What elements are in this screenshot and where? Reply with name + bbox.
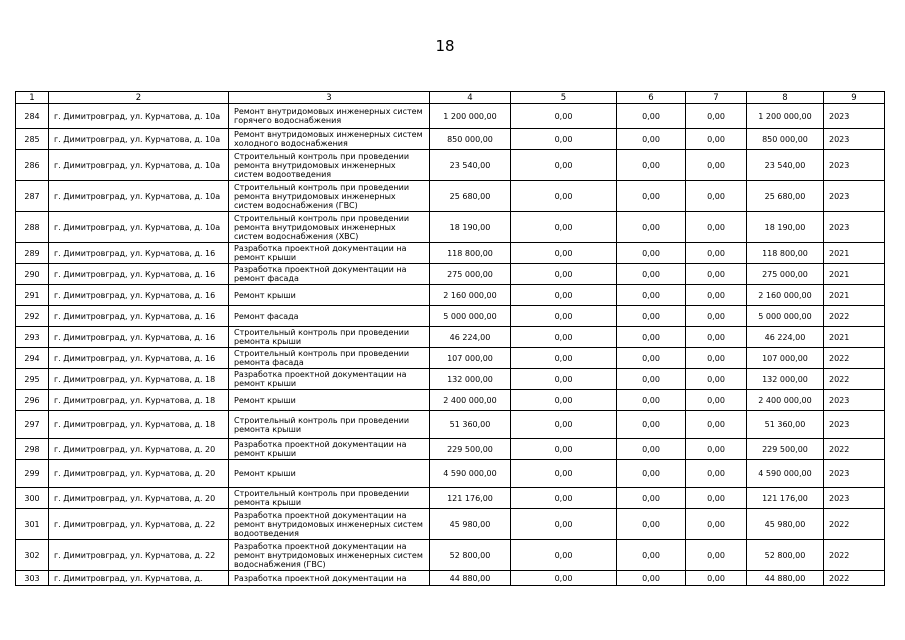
cost-total-cell: 25 680,00 (430, 181, 511, 212)
row-number: 289 (16, 243, 49, 264)
address-cell: г. Димитровград, ул. Курчатова, д. (49, 571, 229, 586)
cost-cell-7: 0,00 (686, 460, 747, 488)
work-type-cell: Разработка проектной документации на ремонт крыши (229, 243, 430, 264)
work-type-cell: Ремонт крыши (229, 285, 430, 306)
row-number: 299 (16, 460, 49, 488)
address-cell: г. Димитровград, ул. Курчатова, д. 22 (49, 540, 229, 571)
table-row (16, 509, 885, 540)
year-cell: 2021 (824, 243, 885, 264)
cost-total-cell: 118 800,00 (430, 243, 511, 264)
cost-total-cell: 850 000,00 (430, 129, 511, 150)
table-row (16, 369, 885, 390)
cost-cell-8: 1 200 000,00 (747, 104, 824, 129)
year-cell: 2023 (824, 460, 885, 488)
work-type-cell: Ремонт фасада (229, 306, 430, 327)
cost-cell-7: 0,00 (686, 264, 747, 285)
cost-cell-5: 0,00 (511, 285, 617, 306)
work-type-cell: Строительный контроль при проведении ремонта фасада (229, 348, 430, 369)
year-cell: 2022 (824, 571, 885, 586)
table-row (16, 411, 885, 439)
cost-cell-6: 0,00 (617, 540, 686, 571)
cost-cell-5: 0,00 (511, 488, 617, 509)
cost-cell-5: 0,00 (511, 212, 617, 243)
column-numbers-row (16, 92, 885, 104)
address-cell: г. Димитровград, ул. Курчатова, д. 20 (49, 460, 229, 488)
table-row (16, 181, 885, 212)
cost-cell-8: 2 160 000,00 (747, 285, 824, 306)
year-cell: 2023 (824, 488, 885, 509)
address-cell: г. Димитровград, ул. Курчатова, д. 10а (49, 181, 229, 212)
column-header: 8 (747, 92, 824, 104)
table-row (16, 571, 885, 586)
cost-total-cell: 2 400 000,00 (430, 390, 511, 411)
cost-cell-7: 0,00 (686, 540, 747, 571)
cost-cell-8: 52 800,00 (747, 540, 824, 571)
cost-cell-6: 0,00 (617, 439, 686, 460)
cost-total-cell: 4 590 000,00 (430, 460, 511, 488)
column-header: 3 (229, 92, 430, 104)
cost-cell-8: 5 000 000,00 (747, 306, 824, 327)
row-number: 292 (16, 306, 49, 327)
cost-cell-5: 0,00 (511, 306, 617, 327)
address-cell: г. Димитровград, ул. Курчатова, д. 16 (49, 243, 229, 264)
cost-cell-6: 0,00 (617, 411, 686, 439)
cost-cell-7: 0,00 (686, 348, 747, 369)
cost-cell-8: 275 000,00 (747, 264, 824, 285)
cost-cell-8: 118 800,00 (747, 243, 824, 264)
works-register-table (15, 91, 885, 586)
cost-cell-8: 23 540,00 (747, 150, 824, 181)
cost-cell-8: 107 000,00 (747, 348, 824, 369)
cost-total-cell: 51 360,00 (430, 411, 511, 439)
cost-cell-7: 0,00 (686, 104, 747, 129)
cost-cell-6: 0,00 (617, 150, 686, 181)
cost-cell-5: 0,00 (511, 411, 617, 439)
cost-cell-7: 0,00 (686, 129, 747, 150)
work-type-cell: Разработка проектной документации на ремонт крыши (229, 439, 430, 460)
cost-cell-8: 4 590 000,00 (747, 460, 824, 488)
year-cell: 2022 (824, 540, 885, 571)
table-row (16, 488, 885, 509)
cost-total-cell: 46 224,00 (430, 327, 511, 348)
row-number: 291 (16, 285, 49, 306)
row-number: 286 (16, 150, 49, 181)
address-cell: г. Димитровград, ул. Курчатова, д. 16 (49, 306, 229, 327)
table-row (16, 150, 885, 181)
cost-cell-6: 0,00 (617, 488, 686, 509)
column-header: 7 (686, 92, 747, 104)
column-header: 4 (430, 92, 511, 104)
address-cell: г. Димитровград, ул. Курчатова, д. 16 (49, 348, 229, 369)
row-number: 290 (16, 264, 49, 285)
work-type-cell: Строительный контроль при проведении ремонта внутридомовых инженерных систем водоснабжения (ХВС) (229, 212, 430, 243)
cost-total-cell: 132 000,00 (430, 369, 511, 390)
cost-cell-7: 0,00 (686, 509, 747, 540)
cost-cell-8: 18 190,00 (747, 212, 824, 243)
year-cell: 2023 (824, 411, 885, 439)
cost-cell-7: 0,00 (686, 306, 747, 327)
address-cell: г. Димитровград, ул. Курчатова, д. 18 (49, 369, 229, 390)
cost-cell-7: 0,00 (686, 285, 747, 306)
cost-total-cell: 2 160 000,00 (430, 285, 511, 306)
page-number: 18 (435, 37, 455, 55)
year-cell: 2022 (824, 369, 885, 390)
cost-cell-5: 0,00 (511, 181, 617, 212)
cost-cell-6: 0,00 (617, 181, 686, 212)
cost-cell-5: 0,00 (511, 571, 617, 586)
row-number: 285 (16, 129, 49, 150)
work-type-cell: Разработка проектной документации на ремонт фасада (229, 264, 430, 285)
work-type-cell: Разработка проектной документации на ремонт внутридомовых инженерных систем водоснабжения (ГВС) (229, 540, 430, 571)
cost-cell-7: 0,00 (686, 369, 747, 390)
cost-total-cell: 23 540,00 (430, 150, 511, 181)
cost-total-cell: 18 190,00 (430, 212, 511, 243)
cost-cell-5: 0,00 (511, 460, 617, 488)
table-row (16, 243, 885, 264)
work-type-cell: Разработка проектной документации на (229, 571, 430, 586)
address-cell: г. Димитровград, ул. Курчатова, д. 22 (49, 509, 229, 540)
table-row (16, 460, 885, 488)
cost-cell-7: 0,00 (686, 243, 747, 264)
year-cell: 2021 (824, 285, 885, 306)
cost-total-cell: 121 176,00 (430, 488, 511, 509)
work-type-cell: Строительный контроль при проведении ремонта внутридомовых инженерных систем водоснабжения (ГВС) (229, 181, 430, 212)
cost-cell-5: 0,00 (511, 369, 617, 390)
table-row (16, 285, 885, 306)
cost-cell-7: 0,00 (686, 411, 747, 439)
year-cell: 2022 (824, 348, 885, 369)
year-cell: 2022 (824, 509, 885, 540)
table-row (16, 348, 885, 369)
cost-total-cell: 1 200 000,00 (430, 104, 511, 129)
cost-cell-7: 0,00 (686, 181, 747, 212)
cost-cell-8: 121 176,00 (747, 488, 824, 509)
cost-cell-7: 0,00 (686, 327, 747, 348)
table-row (16, 104, 885, 129)
cost-cell-7: 0,00 (686, 439, 747, 460)
address-cell: г. Димитровград, ул. Курчатова, д. 18 (49, 411, 229, 439)
address-cell: г. Димитровград, ул. Курчатова, д. 20 (49, 439, 229, 460)
address-cell: г. Димитровград, ул. Курчатова, д. 10а (49, 104, 229, 129)
row-number: 301 (16, 509, 49, 540)
cost-cell-5: 0,00 (511, 243, 617, 264)
row-number: 284 (16, 104, 49, 129)
work-type-cell: Ремонт внутридомовых инженерных систем холодного водоснабжения (229, 129, 430, 150)
row-number: 288 (16, 212, 49, 243)
table-body (16, 92, 885, 586)
cost-cell-8: 229 500,00 (747, 439, 824, 460)
row-number: 297 (16, 411, 49, 439)
cost-cell-5: 0,00 (511, 327, 617, 348)
cost-cell-5: 0,00 (511, 104, 617, 129)
cost-cell-7: 0,00 (686, 150, 747, 181)
cost-total-cell: 275 000,00 (430, 264, 511, 285)
work-type-cell: Строительный контроль при проведении ремонта крыши (229, 411, 430, 439)
year-cell: 2023 (824, 104, 885, 129)
year-cell: 2023 (824, 181, 885, 212)
cost-cell-6: 0,00 (617, 348, 686, 369)
year-cell: 2023 (824, 212, 885, 243)
cost-cell-8: 51 360,00 (747, 411, 824, 439)
cost-cell-5: 0,00 (511, 390, 617, 411)
cost-cell-6: 0,00 (617, 306, 686, 327)
table-row (16, 327, 885, 348)
cost-cell-5: 0,00 (511, 509, 617, 540)
cost-cell-5: 0,00 (511, 439, 617, 460)
row-number: 293 (16, 327, 49, 348)
cost-cell-6: 0,00 (617, 264, 686, 285)
column-header: 9 (824, 92, 885, 104)
table-row (16, 212, 885, 243)
cost-cell-8: 46 224,00 (747, 327, 824, 348)
address-cell: г. Димитровград, ул. Курчатова, д. 18 (49, 390, 229, 411)
cost-total-cell: 45 980,00 (430, 509, 511, 540)
row-number: 302 (16, 540, 49, 571)
table-row (16, 306, 885, 327)
cost-cell-5: 0,00 (511, 540, 617, 571)
work-type-cell: Разработка проектной документации на ремонт внутридомовых инженерных систем водоотведения (229, 509, 430, 540)
cost-cell-6: 0,00 (617, 390, 686, 411)
year-cell: 2022 (824, 439, 885, 460)
table-row (16, 264, 885, 285)
work-type-cell: Строительный контроль при проведении ремонта внутридомовых инженерных систем водоотведения (229, 150, 430, 181)
work-type-cell: Ремонт внутридомовых инженерных систем горячего водоснабжения (229, 104, 430, 129)
column-header: 5 (511, 92, 617, 104)
cost-total-cell: 107 000,00 (430, 348, 511, 369)
cost-cell-5: 0,00 (511, 264, 617, 285)
table-row (16, 129, 885, 150)
row-number: 296 (16, 390, 49, 411)
address-cell: г. Димитровград, ул. Курчатова, д. 20 (49, 488, 229, 509)
address-cell: г. Димитровград, ул. Курчатова, д. 16 (49, 327, 229, 348)
cost-cell-7: 0,00 (686, 390, 747, 411)
cost-cell-8: 132 000,00 (747, 369, 824, 390)
row-number: 287 (16, 181, 49, 212)
cost-cell-6: 0,00 (617, 243, 686, 264)
row-number: 303 (16, 571, 49, 586)
cost-cell-8: 45 980,00 (747, 509, 824, 540)
column-header: 2 (49, 92, 229, 104)
row-number: 294 (16, 348, 49, 369)
cost-cell-8: 2 400 000,00 (747, 390, 824, 411)
work-type-cell: Строительный контроль при проведении ремонта крыши (229, 488, 430, 509)
address-cell: г. Димитровград, ул. Курчатова, д. 10а (49, 129, 229, 150)
cost-cell-8: 44 880,00 (747, 571, 824, 586)
cost-cell-8: 25 680,00 (747, 181, 824, 212)
address-cell: г. Димитровград, ул. Курчатова, д. 16 (49, 264, 229, 285)
cost-cell-7: 0,00 (686, 571, 747, 586)
column-header: 6 (617, 92, 686, 104)
cost-total-cell: 52 800,00 (430, 540, 511, 571)
cost-cell-5: 0,00 (511, 129, 617, 150)
cost-cell-5: 0,00 (511, 348, 617, 369)
cost-cell-7: 0,00 (686, 488, 747, 509)
row-number: 300 (16, 488, 49, 509)
cost-cell-6: 0,00 (617, 285, 686, 306)
column-header: 1 (16, 92, 49, 104)
work-type-cell: Ремонт крыши (229, 390, 430, 411)
work-type-cell: Ремонт крыши (229, 460, 430, 488)
cost-cell-8: 850 000,00 (747, 129, 824, 150)
address-cell: г. Димитровград, ул. Курчатова, д. 16 (49, 285, 229, 306)
work-type-cell: Разработка проектной документации на ремонт крыши (229, 369, 430, 390)
year-cell: 2023 (824, 390, 885, 411)
table-row (16, 439, 885, 460)
year-cell: 2022 (824, 306, 885, 327)
cost-cell-6: 0,00 (617, 509, 686, 540)
year-cell: 2021 (824, 327, 885, 348)
address-cell: г. Димитровград, ул. Курчатова, д. 10а (49, 212, 229, 243)
cost-total-cell: 5 000 000,00 (430, 306, 511, 327)
cost-cell-6: 0,00 (617, 104, 686, 129)
year-cell: 2023 (824, 129, 885, 150)
table-row (16, 540, 885, 571)
cost-cell-6: 0,00 (617, 460, 686, 488)
cost-cell-6: 0,00 (617, 327, 686, 348)
row-number: 295 (16, 369, 49, 390)
cost-cell-6: 0,00 (617, 129, 686, 150)
cost-cell-6: 0,00 (617, 369, 686, 390)
year-cell: 2021 (824, 264, 885, 285)
work-type-cell: Строительный контроль при проведении ремонта крыши (229, 327, 430, 348)
year-cell: 2023 (824, 150, 885, 181)
cost-total-cell: 44 880,00 (430, 571, 511, 586)
cost-cell-6: 0,00 (617, 212, 686, 243)
cost-cell-5: 0,00 (511, 150, 617, 181)
address-cell: г. Димитровград, ул. Курчатова, д. 10а (49, 150, 229, 181)
row-number: 298 (16, 439, 49, 460)
cost-cell-7: 0,00 (686, 212, 747, 243)
table-row (16, 390, 885, 411)
cost-cell-6: 0,00 (617, 571, 686, 586)
cost-total-cell: 229 500,00 (430, 439, 511, 460)
